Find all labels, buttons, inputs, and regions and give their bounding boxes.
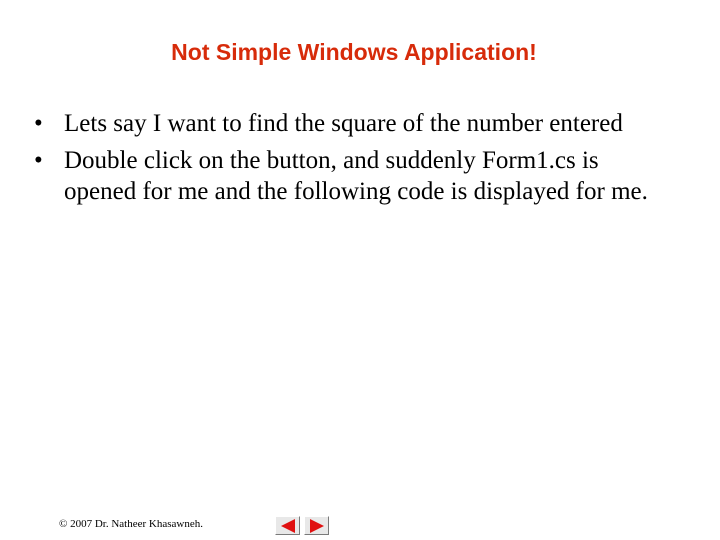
triangle-right-icon	[309, 519, 325, 533]
bullet-text: Double click on the button, and suddenly Form1.cs is opened for me and the following code is displayed for me.	[64, 147, 648, 205]
bullet-dot: •	[34, 147, 43, 174]
footer-copyright: © 2007 Dr. Natheer Khasawneh.	[59, 518, 203, 530]
slide-navigation	[275, 516, 329, 535]
bullet-list	[34, 108, 674, 213]
slide-title: Not Simple Windows Application!	[171, 39, 537, 65]
bullet-item	[34, 145, 674, 207]
triangle-left-icon	[280, 519, 296, 533]
bullet-item	[34, 108, 674, 139]
next-slide-button[interactable]	[304, 516, 329, 535]
bullet-text: Lets say I want to find the square of the number entered	[64, 110, 623, 137]
bullet-dot: •	[34, 110, 43, 137]
previous-slide-button[interactable]	[275, 516, 300, 535]
